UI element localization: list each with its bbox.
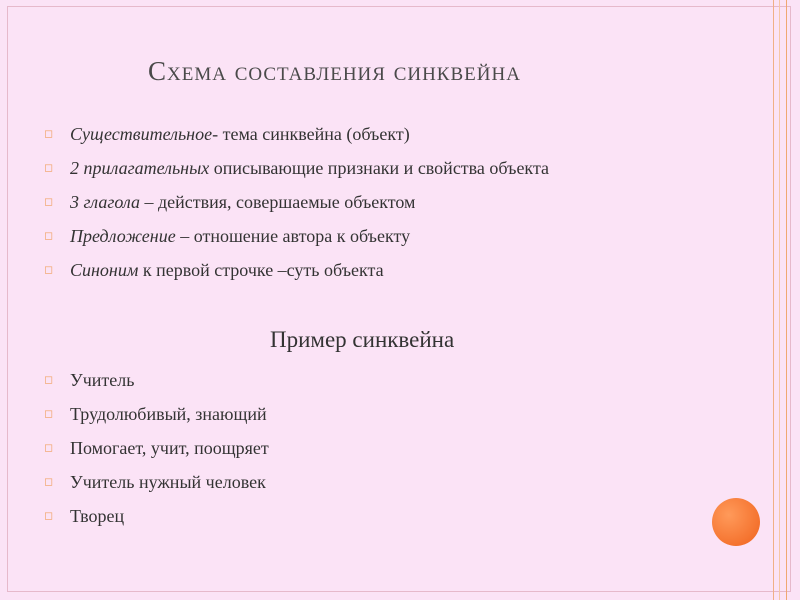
decorative-line: [779, 0, 780, 600]
bullet-icon: ◻: [44, 510, 54, 522]
example-item: [44, 472, 269, 506]
decorative-line: [786, 0, 787, 600]
example-item: [44, 404, 269, 438]
bullet-icon: ◻: [44, 162, 54, 174]
bullet-icon: ◻: [44, 374, 54, 386]
scheme-item-desc: – отношение автора к объекту: [175, 226, 411, 246]
bullet-icon: ◻: [44, 408, 54, 420]
bullet-icon: ◻: [44, 196, 54, 208]
scheme-item-desc: к первой строчке –суть объекта: [138, 260, 384, 280]
decorative-line: [773, 0, 774, 600]
scheme-item-term: Предложение: [70, 226, 176, 246]
scheme-item: [44, 192, 549, 226]
scheme-item: [44, 260, 549, 294]
bullet-icon: ◻: [44, 264, 54, 276]
example-item-text: Трудолюбивый, знающий: [70, 404, 267, 424]
example-item-text: Учитель: [70, 370, 135, 390]
scheme-item-desc: – действия, совершаемые объектом: [140, 192, 416, 212]
scheme-item-term: Существительное: [70, 124, 213, 144]
scheme-item: [44, 226, 549, 260]
example-item-text: Учитель нужный человек: [70, 472, 266, 492]
scheme-item-term: 2 прилагательных: [70, 158, 210, 178]
scheme-item-term: 3 глагола: [70, 192, 140, 212]
scheme-item: [44, 124, 549, 158]
example-item: [44, 506, 269, 540]
scheme-item: [44, 158, 549, 192]
example-item-text: Помогает, учит, поощряет: [70, 438, 269, 458]
example-title: Пример синквейна: [270, 327, 455, 352]
example-item-text: Творец: [70, 506, 125, 526]
bullet-icon: ◻: [44, 442, 54, 454]
scheme-list: [44, 124, 549, 294]
scheme-item-desc: описывающие признаки и свойства объекта: [209, 158, 550, 178]
scheme-item-desc: - тема синквейна (объект): [212, 124, 410, 144]
scheme-item-term: Синоним: [70, 260, 139, 280]
bullet-icon: ◻: [44, 476, 54, 488]
bullet-icon: ◻: [44, 128, 54, 140]
example-list: [44, 370, 269, 540]
bullet-icon: ◻: [44, 230, 54, 242]
slide-title: Схема составления синквейна: [148, 56, 521, 86]
example-item: [44, 370, 269, 404]
orange-circle-icon: [712, 498, 760, 546]
example-item: [44, 438, 269, 472]
